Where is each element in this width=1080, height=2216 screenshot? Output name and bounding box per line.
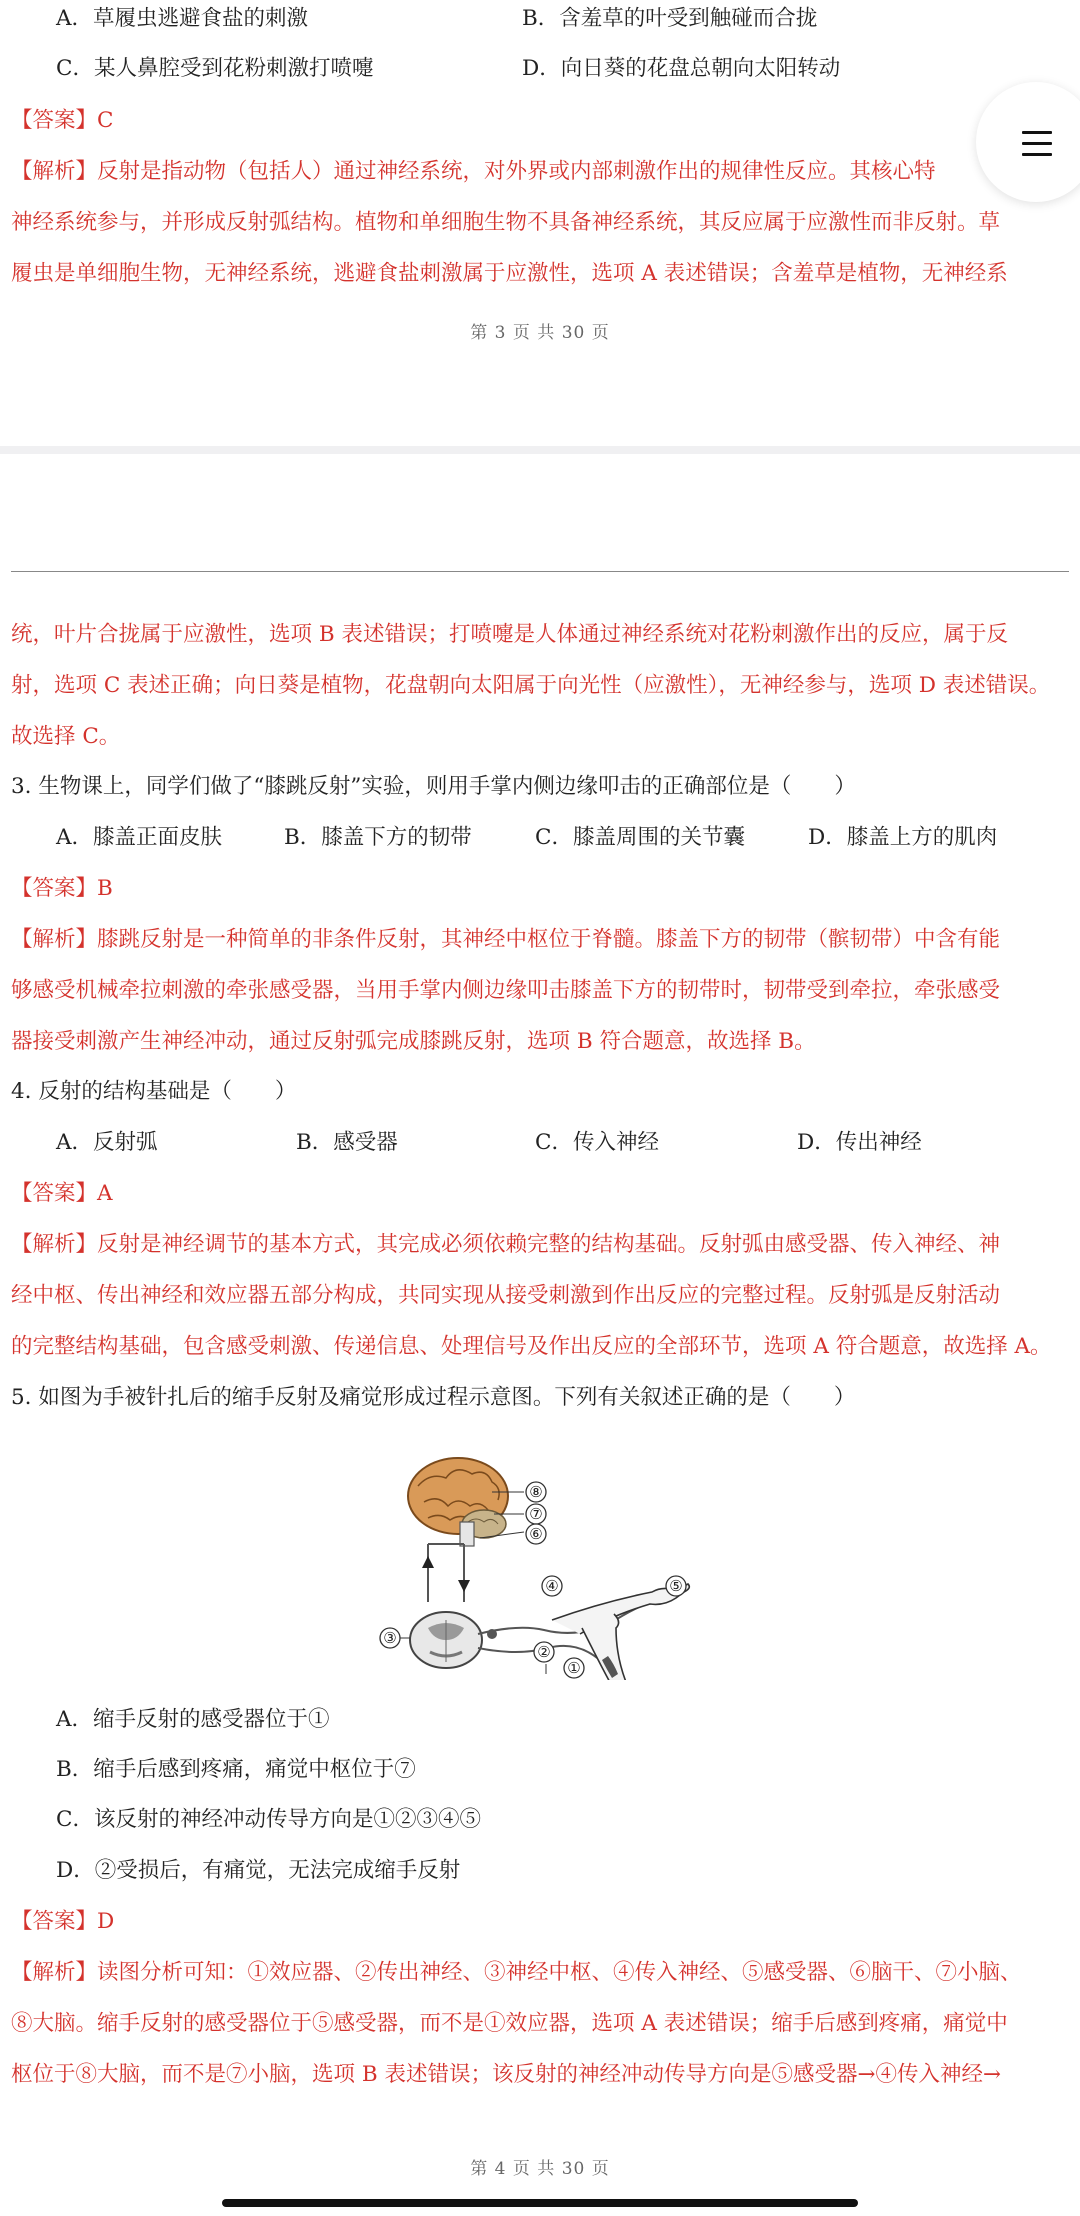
q3-analysis-line: 【解析】膝跳反射是一种简单的非条件反射，其神经中枢位于脊髓。膝盖下方的韧带（髌韧带）中含有能	[11, 927, 1001, 952]
q3-option-c: C．膝盖周围的关节囊	[535, 825, 745, 850]
spinal-cord-icon	[410, 1612, 482, 1668]
q3-answer: 【答案】B	[11, 876, 113, 901]
brain-icon	[408, 1458, 508, 1546]
figure-label-2: ②	[537, 1643, 551, 1661]
figure-label-6: ⑥	[529, 1525, 543, 1543]
figure-label-4: ④	[545, 1577, 559, 1595]
q5-analysis-line: ⑧大脑。缩手反射的感受器位于⑤感受器，而不是①效应器，选项 A 表述错误；缩手后感到疼痛，痛觉中	[11, 2011, 1008, 2036]
q2-option-c: C．某人鼻腔受到花粉刺激打喷嚏	[56, 56, 374, 81]
q2-option-d: D．向日葵的花盘总朝向太阳转动	[522, 56, 841, 81]
q4-option-d: D．传出神经	[797, 1130, 922, 1155]
q4-answer: 【答案】A	[11, 1181, 113, 1206]
q3-option-d: D．膝盖上方的肌肉	[808, 825, 998, 850]
q2-answer: 【答案】C	[11, 108, 114, 133]
figure-label-1: ①	[567, 1659, 581, 1677]
figure-label-5: ⑤	[669, 1577, 683, 1595]
q5-option-a: A．缩手反射的感受器位于①	[56, 1707, 330, 1732]
q2-option-b: B．含羞草的叶受到触碰而合拢	[522, 6, 818, 31]
q4-option-b: B．感受器	[296, 1130, 398, 1155]
q2-analysis-cont-line: 故选择 C。	[11, 724, 121, 749]
q3-option-b: B．膝盖下方的韧带	[284, 825, 472, 850]
q4-analysis-line: 的完整结构基础，包含感受刺激、传递信息、处理信号及作出反应的全部环节，选项 A 符合题意，故选择 A。	[11, 1334, 1052, 1359]
figure-label-7: ⑦	[529, 1505, 543, 1523]
q5-answer: 【答案】D	[11, 1909, 115, 1934]
q4-option-a: A．反射弧	[56, 1130, 158, 1155]
home-indicator[interactable]	[222, 2199, 858, 2207]
page-footer: 第 4 页 共 30 页	[470, 2159, 610, 2179]
q2-option-a: A．草履虫逃避食盐的刺激	[56, 6, 309, 31]
q3-analysis-line: 够感受机械牵拉刺激的牵张感受器，当用手掌内侧边缘叩击膝盖下方的韧带时，韧带受到牵拉，牵张感受	[11, 978, 1001, 1003]
figure-label-3: ③	[383, 1629, 397, 1647]
header-rule	[11, 571, 1069, 572]
reflex-arc-figure	[376, 1452, 706, 1680]
q4-analysis-line: 【解析】反射是神经调节的基本方式，其完成必须依赖完整的结构基础。反射弧由感受器、传入神经、神	[11, 1232, 1001, 1257]
page-footer: 第 3 页 共 30 页	[470, 323, 610, 343]
q4-analysis-line: 经中枢、传出神经和效应器五部分构成，共同实现从接受刺激到作出反应的完整过程。反射弧是反射活动	[11, 1283, 1001, 1308]
q4-stem: 4. 反射的结构基础是（ ）	[11, 1079, 297, 1104]
q5-option-d: D．②受损后，有痛觉，无法完成缩手反射	[56, 1858, 461, 1883]
figure-label-8: ⑧	[529, 1483, 543, 1501]
q2-analysis-line: 神经系统参与，并形成反射弧结构。植物和单细胞生物不具备神经系统，其反应属于应激性而非反射。草	[11, 210, 1001, 235]
q2-analysis-line: 【解析】反射是指动物（包括人）通过神经系统，对外界或内部刺激作出的规律性反应。其核心特	[11, 159, 936, 184]
q4-option-c: C．传入神经	[535, 1130, 659, 1155]
q5-stem: 5. 如图为手被针扎后的缩手反射及痛觉形成过程示意图。下列有关叙述正确的是（ ）	[11, 1385, 856, 1410]
q5-analysis-line: 枢位于⑧大脑，而不是⑦小脑，选项 B 表述错误；该反射的神经冲动传导方向是⑤感受器→④传入神经→	[11, 2062, 1002, 2087]
page-separator	[0, 446, 1080, 454]
q3-analysis-line: 器接受刺激产生神经冲动，通过反射弧完成膝跳反射，选项 B 符合题意，故选择 B。	[11, 1029, 816, 1054]
q5-analysis-line: 【解析】读图分析可知：①效应器、②传出神经、③神经中枢、④传入神经、⑤感受器、⑥脑干、⑦小脑、	[11, 1960, 1022, 1985]
q3-option-a: A．膝盖正面皮肤	[56, 825, 223, 850]
q2-analysis-cont-line: 统，叶片合拢属于应激性，选项 B 表述错误；打喷嚏是人体通过神经系统对花粉刺激作出的反应，属于反	[11, 622, 1008, 647]
q2-analysis-line: 履虫是单细胞生物，无神经系统，逃避食盐刺激属于应激性，选项 A 表述错误；含羞草是植物，无神经系	[11, 261, 1008, 286]
q3-stem: 3. 生物课上，同学们做了“膝跳反射”实验，则用手掌内侧边缘叩击的正确部位是（ ）	[11, 774, 856, 799]
q2-analysis-cont-line: 射，选项 C 表述正确；向日葵是植物，花盘朝向太阳属于向光性（应激性），无神经参与，选项 D 表述错误。	[11, 673, 1051, 698]
q5-option-c: C．该反射的神经冲动传导方向是①②③④⑤	[56, 1807, 481, 1832]
q5-option-b: B．缩手后感到疼痛，痛觉中枢位于⑦	[56, 1757, 416, 1782]
